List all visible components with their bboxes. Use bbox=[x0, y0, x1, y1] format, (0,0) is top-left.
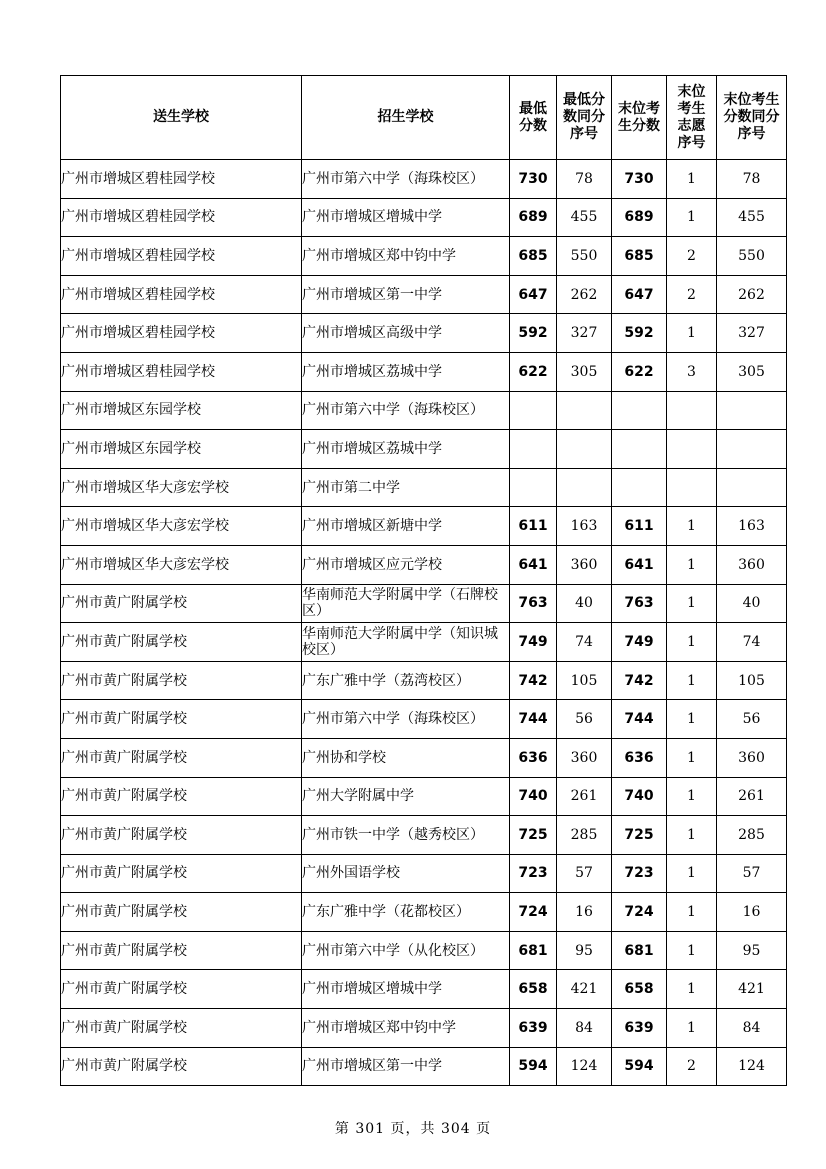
min-score-cell: 594 bbox=[510, 1047, 557, 1086]
min-score-rank-cell: 360 bbox=[557, 545, 612, 584]
send-school-cell: 广州市黄广附属学校 bbox=[61, 1009, 302, 1048]
last-score-cell: 658 bbox=[612, 970, 667, 1009]
min-score-rank-cell: 84 bbox=[557, 1009, 612, 1048]
table-row bbox=[61, 623, 787, 662]
min-score-cell: 725 bbox=[510, 816, 557, 855]
table-row bbox=[61, 352, 787, 391]
table-row bbox=[61, 893, 787, 932]
send-school-cell: 广州市增城区东园学校 bbox=[61, 391, 302, 430]
min-score-rank-cell bbox=[557, 468, 612, 507]
last-pref-cell: 1 bbox=[667, 816, 717, 855]
header-send-school: 送生学校 bbox=[61, 76, 302, 160]
header-line: 末位 bbox=[677, 83, 706, 100]
table-row bbox=[61, 430, 787, 469]
enroll-school-cell: 广州市第六中学（海珠校区） bbox=[302, 160, 510, 199]
last-rank-cell bbox=[717, 430, 787, 469]
send-school-cell: 广州市增城区碧桂园学校 bbox=[61, 198, 302, 237]
min-score-cell bbox=[510, 430, 557, 469]
last-rank-cell: 550 bbox=[717, 237, 787, 276]
send-school-cell: 广州市黄广附属学校 bbox=[61, 970, 302, 1009]
min-score-rank-cell: 550 bbox=[557, 237, 612, 276]
min-score-rank-cell: 163 bbox=[557, 507, 612, 546]
last-score-cell: 611 bbox=[612, 507, 667, 546]
min-score-rank-cell bbox=[557, 430, 612, 469]
table-row bbox=[61, 391, 787, 430]
last-pref-cell: 1 bbox=[667, 623, 717, 662]
send-school-cell: 广州市增城区碧桂园学校 bbox=[61, 275, 302, 314]
min-score-cell bbox=[510, 391, 557, 430]
last-pref-cell: 1 bbox=[667, 854, 717, 893]
header-line: 志愿 bbox=[677, 117, 706, 134]
enroll-school-cell: 广州市增城区高级中学 bbox=[302, 314, 510, 353]
header-last-pref bbox=[667, 76, 717, 160]
header-line: 最低 bbox=[519, 100, 547, 117]
table-row bbox=[61, 160, 787, 199]
enroll-school-cell: 广州市第六中学（海珠校区） bbox=[302, 700, 510, 739]
enroll-school-cell: 广州市增城区增城中学 bbox=[302, 198, 510, 237]
last-score-cell: 763 bbox=[612, 584, 667, 623]
last-score-cell: 723 bbox=[612, 854, 667, 893]
min-score-cell: 740 bbox=[510, 777, 557, 816]
enroll-school-cell: 广州市第二中学 bbox=[302, 468, 510, 507]
header-min-score-rank bbox=[557, 76, 612, 160]
enroll-school-cell: 华南师范大学附属中学（石牌校区） bbox=[302, 584, 510, 623]
enroll-school-cell: 广州大学附属中学 bbox=[302, 777, 510, 816]
send-school-cell: 广州市增城区华大彦宏学校 bbox=[61, 468, 302, 507]
enroll-school-cell: 广东广雅中学（花都校区） bbox=[302, 893, 510, 932]
last-pref-cell: 1 bbox=[667, 738, 717, 777]
enroll-school-cell: 华南师范大学附属中学（知识城校区） bbox=[302, 623, 510, 662]
min-score-cell: 639 bbox=[510, 1009, 557, 1048]
last-score-cell bbox=[612, 391, 667, 430]
min-score-cell: 723 bbox=[510, 854, 557, 893]
last-rank-cell: 285 bbox=[717, 816, 787, 855]
last-score-cell: 730 bbox=[612, 160, 667, 199]
last-pref-cell: 2 bbox=[667, 237, 717, 276]
last-score-cell: 622 bbox=[612, 352, 667, 391]
last-rank-cell: 57 bbox=[717, 854, 787, 893]
header-min-score bbox=[510, 76, 557, 160]
min-score-rank-cell: 95 bbox=[557, 931, 612, 970]
send-school-cell: 广州市黄广附属学校 bbox=[61, 584, 302, 623]
table-body bbox=[61, 160, 787, 1086]
min-score-rank-cell bbox=[557, 391, 612, 430]
last-pref-cell: 1 bbox=[667, 893, 717, 932]
send-school-cell: 广州市增城区华大彦宏学校 bbox=[61, 545, 302, 584]
last-pref-cell bbox=[667, 430, 717, 469]
last-pref-cell: 1 bbox=[667, 970, 717, 1009]
min-score-rank-cell: 360 bbox=[557, 738, 612, 777]
last-pref-cell bbox=[667, 468, 717, 507]
table-row bbox=[61, 314, 787, 353]
min-score-cell: 742 bbox=[510, 661, 557, 700]
table-row bbox=[61, 584, 787, 623]
min-score-cell: 730 bbox=[510, 160, 557, 199]
send-school-cell: 广州市黄广附属学校 bbox=[61, 816, 302, 855]
enroll-school-cell: 广州市第六中学（从化校区） bbox=[302, 931, 510, 970]
header-line: 数同分 bbox=[563, 109, 605, 125]
send-school-cell: 广州市增城区碧桂园学校 bbox=[61, 237, 302, 276]
min-score-cell: 658 bbox=[510, 970, 557, 1009]
last-rank-cell: 360 bbox=[717, 738, 787, 777]
last-rank-cell: 78 bbox=[717, 160, 787, 199]
enroll-school-cell: 广州市第六中学（海珠校区） bbox=[302, 391, 510, 430]
last-pref-cell: 1 bbox=[667, 931, 717, 970]
last-score-cell: 725 bbox=[612, 816, 667, 855]
enroll-school-cell: 广州市铁一中学（越秀校区） bbox=[302, 816, 510, 855]
last-score-cell: 749 bbox=[612, 623, 667, 662]
enroll-school-cell: 广州市增城区第一中学 bbox=[302, 1047, 510, 1086]
send-school-cell: 广州市增城区华大彦宏学校 bbox=[61, 507, 302, 546]
min-score-cell bbox=[510, 468, 557, 507]
header-enroll-school: 招生学校 bbox=[302, 76, 510, 160]
enroll-school-cell: 广州市增城区增城中学 bbox=[302, 970, 510, 1009]
min-score-rank-cell: 40 bbox=[557, 584, 612, 623]
last-score-cell: 685 bbox=[612, 237, 667, 276]
last-score-cell: 724 bbox=[612, 893, 667, 932]
last-pref-cell: 3 bbox=[667, 352, 717, 391]
min-score-cell: 685 bbox=[510, 237, 557, 276]
last-score-cell: 592 bbox=[612, 314, 667, 353]
min-score-rank-cell: 327 bbox=[557, 314, 612, 353]
last-rank-cell: 305 bbox=[717, 352, 787, 391]
header-line: 末位考 bbox=[618, 100, 660, 117]
send-school-cell: 广州市黄广附属学校 bbox=[61, 661, 302, 700]
table-row bbox=[61, 777, 787, 816]
last-rank-cell: 40 bbox=[717, 584, 787, 623]
min-score-cell: 611 bbox=[510, 507, 557, 546]
last-pref-cell: 2 bbox=[667, 1047, 717, 1086]
last-score-cell bbox=[612, 430, 667, 469]
last-pref-cell: 1 bbox=[667, 198, 717, 237]
enroll-school-cell: 广州市增城区郑中钧中学 bbox=[302, 237, 510, 276]
table-row bbox=[61, 700, 787, 739]
table-row bbox=[61, 545, 787, 584]
header-line: 生分数 bbox=[618, 117, 660, 134]
enroll-school-cell: 广州市增城区新塘中学 bbox=[302, 507, 510, 546]
last-rank-cell: 360 bbox=[717, 545, 787, 584]
last-pref-cell: 2 bbox=[667, 275, 717, 314]
enroll-school-cell: 广州市增城区荔城中学 bbox=[302, 430, 510, 469]
table-row bbox=[61, 816, 787, 855]
table-row bbox=[61, 507, 787, 546]
table-row bbox=[61, 1047, 787, 1086]
min-score-rank-cell: 78 bbox=[557, 160, 612, 199]
last-pref-cell: 1 bbox=[667, 700, 717, 739]
enroll-school-cell: 广州市增城区应元学校 bbox=[302, 545, 510, 584]
enroll-school-cell: 广州协和学校 bbox=[302, 738, 510, 777]
min-score-rank-cell: 455 bbox=[557, 198, 612, 237]
send-school-cell: 广州市增城区碧桂园学校 bbox=[61, 352, 302, 391]
header-line: 考生 bbox=[677, 100, 706, 117]
last-pref-cell bbox=[667, 391, 717, 430]
last-rank-cell bbox=[717, 468, 787, 507]
header-line: 分数 bbox=[519, 117, 547, 134]
send-school-cell: 广州市黄广附属学校 bbox=[61, 738, 302, 777]
table-row bbox=[61, 275, 787, 314]
last-score-cell: 639 bbox=[612, 1009, 667, 1048]
table-row bbox=[61, 854, 787, 893]
min-score-rank-cell: 56 bbox=[557, 700, 612, 739]
enroll-school-cell: 广州市增城区第一中学 bbox=[302, 275, 510, 314]
send-school-cell: 广州市黄广附属学校 bbox=[61, 1047, 302, 1086]
min-score-rank-cell: 421 bbox=[557, 970, 612, 1009]
header-line: 序号 bbox=[737, 126, 766, 142]
last-pref-cell: 1 bbox=[667, 584, 717, 623]
send-school-cell: 广州市黄广附属学校 bbox=[61, 893, 302, 932]
enroll-school-cell: 广东广雅中学（荔湾校区） bbox=[302, 661, 510, 700]
last-rank-cell: 56 bbox=[717, 700, 787, 739]
min-score-cell: 636 bbox=[510, 738, 557, 777]
page-footer: 第 301 页，共 304 页 bbox=[334, 1121, 492, 1137]
table-row bbox=[61, 970, 787, 1009]
last-rank-cell: 163 bbox=[717, 507, 787, 546]
min-score-cell: 681 bbox=[510, 931, 557, 970]
send-school-cell: 广州市增城区碧桂园学校 bbox=[61, 160, 302, 199]
last-score-cell: 744 bbox=[612, 700, 667, 739]
min-score-rank-cell: 57 bbox=[557, 854, 612, 893]
min-score-rank-cell: 74 bbox=[557, 623, 612, 662]
table-row bbox=[61, 1009, 787, 1048]
last-score-cell: 681 bbox=[612, 931, 667, 970]
last-rank-cell: 261 bbox=[717, 777, 787, 816]
min-score-cell: 744 bbox=[510, 700, 557, 739]
last-score-cell: 647 bbox=[612, 275, 667, 314]
min-score-cell: 647 bbox=[510, 275, 557, 314]
last-score-cell: 742 bbox=[612, 661, 667, 700]
min-score-cell: 749 bbox=[510, 623, 557, 662]
send-school-cell: 广州市黄广附属学校 bbox=[61, 777, 302, 816]
last-score-cell: 740 bbox=[612, 777, 667, 816]
send-school-cell: 广州市增城区碧桂园学校 bbox=[61, 314, 302, 353]
last-rank-cell: 421 bbox=[717, 970, 787, 1009]
min-score-rank-cell: 305 bbox=[557, 352, 612, 391]
last-pref-cell: 1 bbox=[667, 160, 717, 199]
enroll-school-cell: 广州市增城区荔城中学 bbox=[302, 352, 510, 391]
header-line: 最低分 bbox=[563, 92, 605, 108]
last-rank-cell: 95 bbox=[717, 931, 787, 970]
last-rank-cell: 105 bbox=[717, 661, 787, 700]
min-score-cell: 763 bbox=[510, 584, 557, 623]
last-score-cell: 594 bbox=[612, 1047, 667, 1086]
send-school-cell: 广州市黄广附属学校 bbox=[61, 623, 302, 662]
min-score-rank-cell: 262 bbox=[557, 275, 612, 314]
table-row bbox=[61, 468, 787, 507]
last-rank-cell: 84 bbox=[717, 1009, 787, 1048]
send-school-cell: 广州市增城区东园学校 bbox=[61, 430, 302, 469]
last-pref-cell: 1 bbox=[667, 545, 717, 584]
enroll-school-cell: 广州外国语学校 bbox=[302, 854, 510, 893]
header-line: 末位考生 bbox=[723, 92, 780, 108]
table-row bbox=[61, 661, 787, 700]
last-rank-cell: 262 bbox=[717, 275, 787, 314]
min-score-rank-cell: 285 bbox=[557, 816, 612, 855]
min-score-cell: 641 bbox=[510, 545, 557, 584]
table-header-row bbox=[61, 76, 787, 160]
admission-score-table bbox=[60, 75, 787, 1086]
min-score-cell: 592 bbox=[510, 314, 557, 353]
table-row bbox=[61, 237, 787, 276]
last-pref-cell: 1 bbox=[667, 1009, 717, 1048]
table-row bbox=[61, 198, 787, 237]
min-score-rank-cell: 16 bbox=[557, 893, 612, 932]
header-last-rank bbox=[717, 76, 787, 160]
last-rank-cell: 327 bbox=[717, 314, 787, 353]
header-line: 序号 bbox=[677, 134, 706, 151]
min-score-cell: 689 bbox=[510, 198, 557, 237]
last-pref-cell: 1 bbox=[667, 314, 717, 353]
last-pref-cell: 1 bbox=[667, 661, 717, 700]
last-pref-cell: 1 bbox=[667, 777, 717, 816]
last-rank-cell: 16 bbox=[717, 893, 787, 932]
last-score-cell: 641 bbox=[612, 545, 667, 584]
min-score-cell: 622 bbox=[510, 352, 557, 391]
header-line: 序号 bbox=[570, 126, 598, 142]
send-school-cell: 广州市黄广附属学校 bbox=[61, 700, 302, 739]
table-row bbox=[61, 931, 787, 970]
last-rank-cell: 74 bbox=[717, 623, 787, 662]
send-school-cell: 广州市黄广附属学校 bbox=[61, 854, 302, 893]
send-school-cell: 广州市黄广附属学校 bbox=[61, 931, 302, 970]
last-pref-cell: 1 bbox=[667, 507, 717, 546]
header-line: 分数同分 bbox=[723, 109, 780, 125]
last-score-cell: 636 bbox=[612, 738, 667, 777]
enroll-school-cell: 广州市增城区郑中钧中学 bbox=[302, 1009, 510, 1048]
min-score-rank-cell: 261 bbox=[557, 777, 612, 816]
min-score-rank-cell: 124 bbox=[557, 1047, 612, 1086]
last-rank-cell bbox=[717, 391, 787, 430]
min-score-rank-cell: 105 bbox=[557, 661, 612, 700]
last-score-cell bbox=[612, 468, 667, 507]
table-row bbox=[61, 738, 787, 777]
min-score-cell: 724 bbox=[510, 893, 557, 932]
last-score-cell: 689 bbox=[612, 198, 667, 237]
last-rank-cell: 124 bbox=[717, 1047, 787, 1086]
last-rank-cell: 455 bbox=[717, 198, 787, 237]
header-last-score bbox=[612, 76, 667, 160]
